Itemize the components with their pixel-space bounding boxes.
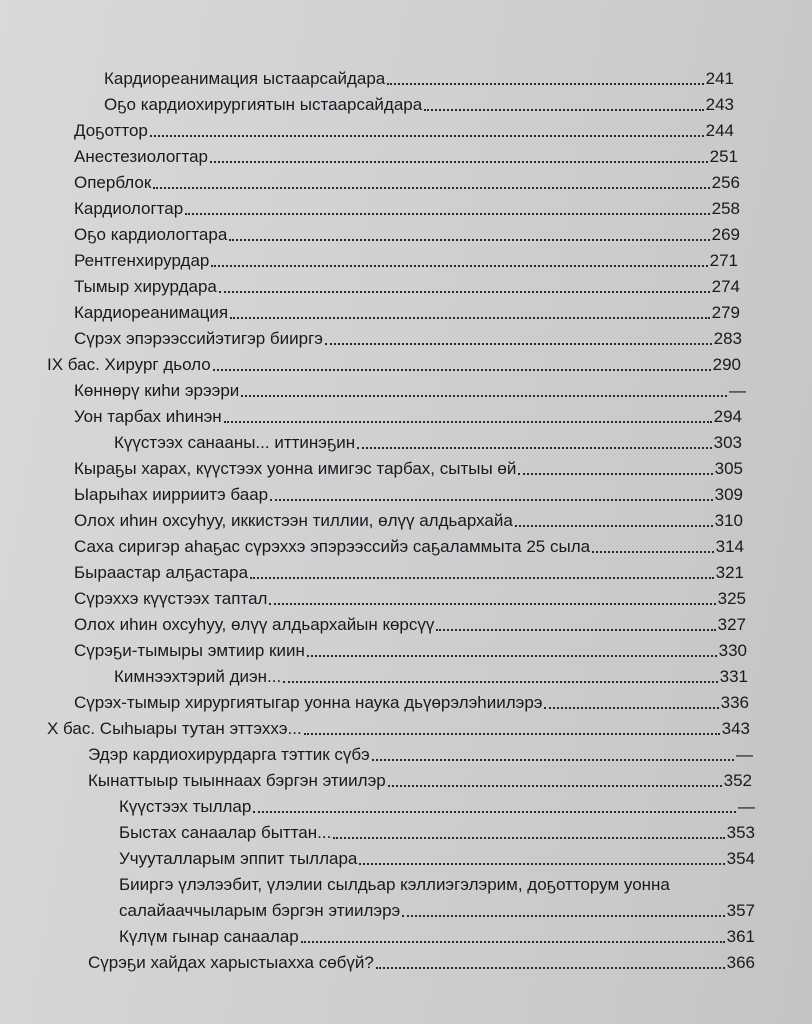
toc-leader-dots (544, 707, 718, 709)
toc-leader-dots (592, 551, 714, 553)
toc-entry-title: Оҕо кардиохирургиятын ыстаарсайдара (104, 95, 423, 114)
toc-entry-title: Оҕо кардиологтара (74, 225, 228, 244)
toc-entry-title: Кардиореанимация ыстаарсайдара (104, 69, 386, 88)
toc-entry-title: Кыраҕы харах, күүстээх уонна имигэс тарбах, сытыы өй (74, 459, 517, 478)
toc-leader-dots (372, 759, 734, 761)
toc-entry-page: 279 (711, 303, 740, 322)
toc-entry (74, 531, 744, 557)
toc-entry-page: 243 (705, 95, 734, 114)
toc-entry-page: 336 (720, 693, 749, 712)
toc-entry-page: 256 (711, 173, 740, 192)
toc-leader-dots (518, 473, 712, 475)
toc-entry-page: 321 (715, 563, 744, 582)
toc-leader-dots (424, 109, 703, 111)
toc-entry (119, 843, 755, 869)
toc-entry-page: 294 (713, 407, 742, 426)
toc-entry (74, 323, 742, 349)
toc-entry-title: Сүрэххэ күүстээх таптал (74, 589, 268, 608)
toc-leader-dots (241, 395, 727, 397)
toc-entry-page: — (729, 381, 746, 400)
toc-entry (104, 63, 734, 89)
toc-leader-dots (333, 837, 724, 839)
toc-entry-title: Көннөрү киһи эрээри (74, 381, 240, 400)
toc-leader-dots (283, 681, 717, 683)
toc-entry (119, 791, 755, 817)
toc-entry-page: 325 (717, 589, 746, 608)
toc-entry-title: Ыарыһах иирриитэ баар (74, 485, 269, 504)
toc-entry-page: 271 (709, 251, 738, 270)
toc-entry-title: Тымыр хирурдара (74, 277, 217, 296)
toc-entry-page: 357 (726, 901, 755, 920)
toc-entry (74, 141, 738, 167)
toc-leader-dots (229, 239, 709, 241)
toc-entry (74, 115, 734, 141)
toc-entry-page: 309 (714, 485, 743, 504)
toc-leader-dots (230, 317, 710, 319)
toc-entry-page: 269 (711, 225, 740, 244)
toc-entry-title: Рентгенхирурдар (74, 251, 210, 270)
toc-entry-title: Саха сиригэр аһаҕас сүрэххэ эпэрээссийэ саҕаламмыта 25 сыла (74, 537, 591, 556)
toc-entry-title: Кардиореанимация (74, 303, 229, 322)
toc-entry-page: 331 (719, 667, 748, 686)
toc-entry (74, 609, 746, 635)
toc-chapter-title: IX бас. Хирург дьоло (47, 355, 211, 374)
toc-entry-page: 353 (726, 823, 755, 842)
toc-entry-page: 361 (726, 927, 755, 946)
toc-entry (74, 635, 747, 661)
toc-leader-dots (219, 291, 710, 293)
toc-leader-dots (250, 577, 714, 579)
toc-entry-page: 290 (712, 355, 741, 374)
toc-entry-title: Олох иһин охсуһуу, өлүү алдьархайын көрсүү (74, 615, 435, 634)
toc-leader-dots (153, 187, 709, 189)
toc-entry (74, 687, 749, 713)
toc-entry-page: 274 (711, 277, 740, 296)
toc-entry-page: 305 (714, 459, 743, 478)
toc-leader-dots (357, 447, 711, 449)
toc-leader-dots (436, 629, 715, 631)
toc-entry-title: Сүрэҕи-тымыры эмтиир киин (74, 641, 305, 660)
toc-leader-dots (269, 603, 715, 605)
toc-leader-dots (376, 967, 725, 969)
toc-leader-dots (307, 655, 717, 657)
toc-entry (119, 921, 755, 947)
toc-entry (74, 271, 740, 297)
toc-leader-dots (325, 343, 712, 345)
toc-entry-page: 303 (713, 433, 742, 452)
toc-entry-title: салайааччыларым бэргэн этиилэрэ (119, 901, 401, 920)
toc-chapter-title: X бас. Сыһыары тутан эттэххэ... (47, 719, 302, 738)
toc-entry (119, 817, 755, 843)
toc-entry (88, 947, 755, 973)
toc-leader-dots (210, 161, 708, 163)
toc-chapter (47, 349, 741, 375)
toc-entry-page: 314 (715, 537, 744, 556)
toc-leader-dots (213, 369, 711, 371)
toc-entry-title: Кардиологтар (74, 199, 184, 218)
toc-entry (74, 219, 740, 245)
toc-entry-page: — (738, 797, 755, 816)
toc-entry (74, 375, 746, 401)
toc-leader-dots (402, 915, 724, 917)
toc-leader-dots (301, 941, 725, 943)
toc-entry-title: Оперблок (74, 173, 152, 192)
toc-entry (114, 661, 748, 687)
toc-entry-page: 343 (721, 719, 750, 738)
toc-entry-title: Сүрэх эпэрээссийэтигэр бииргэ (74, 329, 323, 348)
toc-entry-page: 354 (726, 849, 755, 868)
toc-entry-page: 327 (717, 615, 746, 634)
toc-entry (104, 89, 734, 115)
toc-leader-dots (304, 733, 720, 735)
toc-entry (74, 193, 740, 219)
toc-chapter (47, 713, 750, 739)
toc-entry-page: 366 (726, 953, 755, 972)
toc-entry (74, 557, 744, 583)
toc-leader-dots (387, 83, 703, 85)
toc-entry (88, 765, 752, 791)
toc-entry-title: Быстах санаалар быттан... (119, 823, 332, 842)
toc-leader-dots (211, 265, 707, 267)
toc-entry (119, 895, 755, 921)
toc-entry-page: 283 (713, 329, 742, 348)
toc-entry (74, 167, 740, 193)
toc-leader-dots (270, 499, 713, 501)
toc-entry-title: Эдэр кардиохирурдарга тэттик сүбэ (88, 745, 370, 764)
toc-entry (114, 427, 742, 453)
toc-entry-page: 330 (718, 641, 747, 660)
toc-entry-page: 244 (705, 121, 734, 140)
toc-entry (74, 479, 743, 505)
toc-entry (74, 505, 743, 531)
toc-entry-page: 258 (711, 199, 740, 218)
toc-entry-title: Анестезиологтар (74, 147, 208, 166)
toc-entry-title: Уон тарбах иһинэн (74, 407, 222, 426)
toc-entry-title: Кынаттыыр тыыннаах бэргэн этиилэр (88, 771, 386, 790)
toc-entry (88, 739, 753, 765)
toc-entry-first-line (119, 869, 757, 895)
toc-entry-page: 241 (705, 69, 734, 88)
toc-entry-title: Олох иһин охсуһуу, иккистээн тиллии, өлүү алдьархайа (74, 511, 513, 530)
toc-entry-page: — (736, 745, 753, 764)
toc-entry-page: 251 (709, 147, 738, 166)
toc-entry-title: Күүстээх тыллар (119, 797, 252, 816)
toc-leader-dots (224, 421, 712, 423)
toc-leader-dots (185, 213, 709, 215)
toc-entry-title: Быраастар алҕастара (74, 563, 249, 582)
toc-entry-page: 352 (723, 771, 752, 790)
toc-leader-dots (515, 525, 713, 527)
toc-entry-title: Кимнээхтэрий диэн... (114, 667, 282, 686)
toc-entry (74, 297, 740, 323)
toc-entry (74, 453, 743, 479)
toc-entry-title: Күүстээх санааны... иттинэҕин (114, 433, 356, 452)
toc-leader-dots (388, 785, 722, 787)
toc-entry-title: Сүрэх-тымыр хирургиятыгар уонна наука дьүөрэлэһиилэрэ (74, 693, 543, 712)
toc-entry-page: 310 (714, 511, 743, 530)
toc-entry-title: Күлүм гынар санаалар (119, 927, 299, 946)
toc-entry (74, 245, 738, 271)
toc-entry (74, 583, 746, 609)
toc-leader-dots (150, 135, 704, 137)
toc-entry-title: Учууталларым эппит тыллара (119, 849, 358, 868)
toc-entry (74, 401, 742, 427)
toc-entry-title: Бииргэ үлэлээбит, үлэлии сылдьар кэллиэгэлэрим, доҕотторум уонна (119, 875, 670, 894)
toc-leader-dots (359, 863, 724, 865)
toc-entry-title: Сүрэҕи хайдах харыстыахха сөбүй? (88, 953, 374, 972)
toc-leader-dots (253, 811, 736, 813)
toc-entry-title: Доҕоттор (74, 121, 148, 140)
